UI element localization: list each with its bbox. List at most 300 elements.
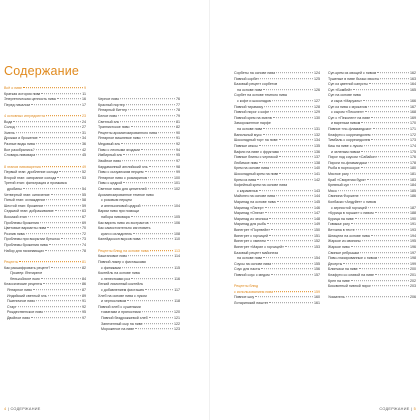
dot-leader: [23, 87, 83, 88]
dot-leader: [375, 274, 409, 275]
toc-page-number: 156: [314, 267, 320, 272]
dot-leader: [372, 134, 409, 135]
toc-entry-title: Суп на основе пива: [328, 93, 361, 98]
dot-leader: [149, 166, 175, 167]
toc-entry-title: Соусы на основе пива: [234, 261, 272, 266]
dot-leader: [61, 239, 81, 240]
toc-page-number: 200: [410, 267, 416, 272]
dot-leader: [31, 317, 81, 318]
toc-entry-title: Маринад на основе пива: [234, 200, 276, 205]
toc-entry-title: Вода: [4, 119, 13, 124]
toc-page-number: 52: [82, 170, 86, 175]
toc-page-number: 120: [174, 310, 180, 315]
dot-leader: [26, 233, 81, 234]
toc-page-number: 55: [82, 192, 86, 197]
toc-entry: [98, 327, 180, 333]
toc-entry-title: Пивной пирог с кофе: [234, 110, 270, 115]
toc-entry-title: Шоколадный крем на пиве: [234, 171, 279, 176]
toc-page-number: 58: [82, 198, 86, 203]
toc-entry-title: Словарь пивовара: [4, 153, 36, 158]
toc-page-number: 170: [410, 121, 416, 126]
toc-entry-title: Жаркое из свинины: [328, 239, 361, 244]
toc-entry-title: Пиво с цедрой: [98, 181, 123, 186]
toc-entry-title: Соус для пасты: [234, 267, 261, 272]
toc-page-number: 162: [410, 71, 416, 75]
toc-page-number: 193: [410, 228, 416, 233]
dot-leader: [279, 156, 313, 157]
dot-leader: [142, 312, 173, 313]
dot-leader: [269, 235, 313, 236]
toc-entry-title: Янтарное пиво: [7, 287, 32, 292]
toc-page-number: 140: [314, 166, 320, 171]
dot-leader: [47, 227, 81, 228]
dot-leader: [41, 278, 81, 279]
toc-page-number: 197: [410, 250, 416, 255]
toc-page-number: 118: [174, 299, 180, 304]
toc-page-number: 99: [176, 170, 180, 175]
toc-entry-title: Тушеные в пиве бычьи хвосты: [328, 76, 380, 81]
toc-page-number: 159: [314, 289, 320, 294]
dot-leader: [39, 138, 81, 139]
toc-page-number: 135: [314, 143, 320, 148]
toc-entry-title: бельгийское пиво: [10, 276, 40, 281]
toc-entry-title: Клафути со сливой на пиве: [328, 272, 374, 277]
dot-leader: [57, 177, 81, 178]
dot-leader: [120, 121, 175, 122]
toc-entry-title: Пивной бездрожжевой хлеб: [101, 315, 148, 320]
dot-leader: [373, 128, 409, 129]
toc-entry-title: Пример: Янтарное: [10, 271, 43, 276]
dot-leader: [276, 196, 313, 197]
dot-leader: [368, 162, 409, 163]
toc-entry-title: Винегрет с горчицей: [234, 233, 269, 238]
dot-leader: [51, 194, 81, 195]
dot-leader: [142, 138, 175, 139]
toc-page-number: 143: [314, 188, 320, 193]
toc-page-number: 16: [82, 97, 86, 102]
toc-entry-title: Сорбет на основе темного пива: [234, 93, 287, 98]
toc-page-number: 171: [410, 127, 416, 132]
dot-leader: [263, 128, 313, 129]
toc-page-number: 184: [410, 183, 416, 188]
toc-entry-title: Ванильный мусс: [234, 132, 262, 137]
dot-leader: [259, 162, 313, 163]
toc-page-number: 84: [82, 276, 86, 281]
toc-entry-title: Как самостоятельно изготовить: [98, 226, 151, 231]
toc-entry-title: Майонез на основе пива: [234, 194, 276, 199]
dot-leader: [120, 98, 175, 99]
toc-entry-title: дробины: [7, 186, 22, 191]
running-footer-right: СОДЕРЖАНИЕ: [379, 407, 410, 411]
toc-page-number: 97: [82, 315, 86, 320]
toc-page-number: 104: [174, 203, 180, 208]
toc-page-number: 138: [314, 160, 320, 165]
toc-entry-title: Индийский светлый эль: [7, 293, 47, 298]
toc-entry-title: Кревный суп: [328, 183, 350, 188]
toc-entry-title: Хлеб на основе пива с луком: [98, 293, 147, 298]
toc-entry-title: Восьмой этап: [4, 215, 27, 220]
toc-entry-title: Кофейный крем на основе пива: [234, 183, 288, 188]
dot-leader: [149, 317, 173, 318]
toc-entry-title: Маринад для рыбы: [234, 222, 267, 227]
dot-leader: [55, 211, 81, 212]
toc-page-number: 77: [176, 102, 180, 107]
toc-page-number: 81: [82, 259, 86, 264]
toc-page-number: 126: [314, 87, 320, 92]
toc-entry-title: Траппистское пиво: [98, 125, 130, 130]
toc-entry-title: Третий этап: фильтрация и промывка: [4, 181, 67, 186]
toc-entry-title: Коктейль на основе пива: [98, 271, 140, 276]
dot-leader: [269, 302, 313, 303]
toc-page-number: 92: [82, 304, 86, 309]
toc-entry-title: Свиные ребрышки: [328, 250, 360, 255]
toc-page-number: 105: [174, 215, 180, 220]
toc-page-number: 11: [82, 91, 86, 96]
toc-page-number: 160: [314, 295, 320, 300]
dot-leader: [272, 100, 313, 101]
toc-entry-title: Пивной крем на хмелю: [234, 115, 273, 120]
toc-page-number: 130: [314, 115, 320, 120]
dot-leader: [57, 98, 81, 99]
toc-entry-title: Розлив пива: [4, 231, 25, 236]
toc-entry-title: с карамелью: [237, 188, 259, 193]
dot-leader: [350, 184, 409, 185]
toc-page-number: 23: [82, 114, 86, 119]
toc-entry-title: Пивной сорбет: [234, 76, 259, 81]
toc-page-number: 81: [176, 119, 180, 124]
page-number-right: 5: [413, 407, 416, 411]
dot-leader: [368, 106, 409, 107]
toc-page-number: 95: [82, 310, 86, 315]
dot-leader: [259, 190, 313, 191]
dot-leader: [276, 72, 313, 73]
dot-leader: [121, 143, 175, 144]
toc-page-number: 148: [314, 216, 320, 221]
toc-entry-title: Как варить пиво из экстрактов: [98, 220, 149, 225]
dot-leader: [263, 134, 313, 135]
toc-page-number: 59: [82, 203, 86, 208]
toc-entry-title: Второй этап: затирание солода: [4, 175, 57, 180]
toc-page-number: 125: [314, 76, 320, 81]
dot-leader: [131, 278, 173, 279]
dot-leader: [375, 212, 409, 213]
toc-page-number: 175: [410, 149, 416, 154]
toc-entry-title: Рецепты ароматизированного пива: [98, 130, 158, 135]
dot-leader: [36, 300, 81, 301]
dot-leader: [367, 179, 409, 180]
dot-leader: [260, 78, 313, 79]
toc-entry-title: Маринад «Лагер»: [234, 205, 264, 210]
toc-page-number: 129: [314, 110, 320, 115]
toc-page-number: 17: [82, 102, 86, 107]
dot-leader: [144, 323, 173, 324]
toc-entry-title: Базовый рецепт сорбетов: [234, 82, 278, 87]
toc-entry-title: Имбирный эль: [98, 153, 123, 158]
toc-page-number: 100: [174, 175, 180, 180]
dot-leader: [261, 269, 313, 270]
toc-page-number: 98: [176, 164, 180, 169]
toc-entry-title: Пиво с лесными ягодами: [98, 147, 140, 152]
toc-entry-title: Янтарное вишневое пиво: [98, 136, 141, 141]
dot-leader: [368, 207, 409, 208]
toc-entry-title: Первый этап: дробление солода: [4, 170, 59, 175]
dot-leader: [343, 263, 409, 264]
toc-page-number: 203: [410, 284, 416, 289]
toc-page-number: 196: [410, 244, 416, 249]
toc-entry-title: Краб «Свирепая буря»: [328, 177, 367, 182]
dot-leader: [359, 269, 409, 270]
toc-entry-title: и зеленым пивом: [331, 149, 360, 154]
toc-page-number: 146: [314, 205, 320, 210]
toc-entry-title: с лепестками роз: [101, 276, 131, 281]
toc-page-number: 67: [82, 215, 86, 220]
dot-leader: [49, 244, 81, 245]
dot-leader: [135, 328, 173, 329]
toc-page-number: 115: [174, 265, 180, 270]
dot-leader: [123, 155, 175, 156]
toc-column-1: [4, 86, 86, 322]
toc-entry-title: Медовый эль: [98, 142, 121, 147]
dot-leader: [122, 160, 175, 161]
toc-entry-title: Хвойное пиво: [98, 158, 122, 163]
toc-entry-title: Калейдоскоп вкусов пива: [98, 237, 141, 242]
toc-page-number: 137: [314, 155, 320, 160]
dot-leader: [150, 222, 173, 223]
toc-entry-title: Рождественское пиво: [7, 310, 44, 315]
toc-page-number: 31: [82, 130, 86, 135]
toc-entry-title: с кофе и шоколадом: [237, 99, 272, 104]
toc-entry-title: Ароматизированное темное пиво: [98, 192, 154, 197]
toc-page-number: 42: [82, 147, 86, 152]
toc-page-number: 136: [314, 149, 320, 154]
toc-entry-title: Пиво-глазированные с пивом: [328, 256, 378, 261]
toc-entry: [328, 295, 416, 301]
toc-page-number: 78: [176, 108, 180, 113]
toc-entry-title: Пивной хлеб с сушеными: [98, 304, 141, 309]
toc-page-number: 24: [82, 119, 86, 124]
toc-page-number: 86: [82, 282, 86, 287]
dot-leader: [371, 117, 409, 118]
dot-leader: [145, 171, 175, 172]
toc-entry-title: Цветовые варианты пива: [4, 226, 47, 231]
toc-entry-title: Всё о пиве: [4, 86, 23, 90]
toc-entry-title: Маринад из чеснока: [234, 216, 269, 221]
toc-entry-title: Рыба в портосоусе: [328, 166, 360, 171]
toc-page-number: 90: [176, 130, 180, 135]
toc-entry: [4, 316, 86, 322]
toc-page-number: 117: [174, 287, 180, 292]
toc-entry-title: Стаут: [7, 304, 17, 309]
dot-leader: [23, 188, 81, 189]
toc-page-number: 186: [410, 194, 416, 199]
dot-leader: [59, 171, 81, 172]
toc-page-number: 72: [82, 231, 86, 236]
dot-leader: [122, 267, 173, 268]
toc-entry-title: Пироги по-фламандски: [328, 160, 367, 165]
toc-page-number: 123: [174, 327, 180, 332]
toc-page-number: 54: [82, 186, 86, 191]
toc-page-number: 149: [314, 222, 320, 227]
dot-leader: [44, 312, 81, 313]
toc-entry-title: Свинина Форжене: [328, 194, 359, 199]
toc-entry-title: набора пивовара: [101, 215, 130, 220]
toc-entry-title: Крем на основе пива: [234, 166, 270, 171]
dot-leader: [128, 255, 173, 256]
toc-page-number: 108: [174, 231, 180, 236]
dot-leader: [45, 250, 81, 251]
toc-page-number: 95: [176, 153, 180, 158]
toc-entry-title: Мясо: [328, 188, 337, 193]
toc-entry-title: Винегрет «Портвейн»: [234, 228, 271, 233]
toc-entry-title: с розовым перцем: [101, 198, 132, 203]
toc-page-number: 45: [82, 153, 86, 158]
toc-page-number: 82: [176, 125, 180, 130]
dot-leader: [353, 89, 409, 90]
toc-entry-title: с финиками: [101, 265, 121, 270]
toc-page-number: 183: [410, 177, 416, 182]
dot-leader: [280, 151, 313, 152]
toc-page-number: 110: [174, 237, 180, 242]
toc-page-number: 134: [314, 138, 320, 143]
dot-leader: [271, 274, 313, 275]
dot-leader: [371, 235, 409, 236]
toc-entry-title: Сорбеты на основе пива: [234, 71, 276, 75]
toc-entry-title: Красный портер: [98, 102, 125, 107]
toc-page-number: 94: [176, 147, 180, 152]
toc-page-number: 114: [174, 254, 180, 259]
toc-entry-title: Пшеничное пиво: [7, 299, 36, 304]
toc-entry-title: Перед началом: [4, 102, 30, 107]
toc-entry-title: Пятый этап: охлаждение: [4, 198, 46, 203]
dot-leader: [285, 246, 313, 247]
toc-entry-title: Светлое пиво для ценителей: [98, 186, 147, 191]
toc-page-number: 91: [82, 299, 86, 304]
toc-page-number: 53: [82, 175, 86, 180]
toc-page-number: 167: [410, 104, 416, 109]
toc-page-number: 188: [410, 211, 416, 216]
toc-entry-title: Пивной соус с медом: [234, 272, 270, 277]
toc-entry-title: Суп из пива с мускатом: [328, 104, 368, 109]
toc-page-number: 121: [174, 315, 180, 320]
toc-entry-title: Солод: [4, 125, 15, 130]
toc-entry-title: Суп «Бомбей»: [328, 87, 353, 92]
dot-leader: [16, 126, 81, 127]
toc-entry-title: Жаркое пиво: [328, 244, 350, 249]
dot-leader: [123, 183, 173, 184]
toc-entry-title: Пирог под соусом «Сабайон»: [328, 155, 378, 160]
dot-leader: [363, 100, 409, 101]
toc-page-number: 89: [82, 293, 86, 298]
toc-page-number: 202: [410, 278, 416, 283]
toc-entry-title: Четвертый этап: кипячение: [4, 192, 50, 197]
dot-leader: [361, 123, 409, 124]
toc-page-number: 142: [314, 177, 320, 182]
dot-leader: [48, 295, 81, 296]
dot-leader: [273, 117, 313, 118]
dot-leader: [255, 297, 313, 298]
toc-page-number: 198: [410, 256, 416, 261]
toc-entry-title: 8 этапов пивоварения: [4, 164, 41, 169]
toc-page-number: 79: [176, 114, 180, 119]
toc-entry-title: Маринад «Онега»: [234, 211, 265, 216]
toc-entry-title: Как расшифровать рецепт?: [4, 265, 51, 270]
toc-entry-title: и сыра «Маруаль»: [331, 99, 363, 104]
toc-entry-title: Пивное «по-фламандски»: [328, 127, 372, 132]
toc-page-number: 27: [82, 125, 86, 130]
dot-leader: [277, 201, 313, 202]
dot-leader: [263, 89, 313, 90]
dot-leader: [355, 218, 409, 219]
toc-column-3: [234, 71, 320, 307]
page-gutter: [209, 0, 210, 420]
dot-leader: [378, 156, 409, 157]
toc-entry-title: Лотаринский пиштет: [234, 300, 269, 305]
dot-leader: [272, 263, 313, 264]
dot-leader: [126, 104, 175, 105]
toc-entry-title: Любимое пиво: [234, 160, 259, 165]
toc-entry-title: Пивные кексы: [234, 143, 258, 148]
toc-page-number: 195: [410, 239, 416, 244]
dot-leader: [51, 267, 81, 268]
toc-page-number: 173: [410, 138, 416, 143]
toc-page-number: 166: [410, 99, 416, 104]
toc-page-number: 87: [82, 287, 86, 292]
toc-entry-title: томатами и пряностями: [101, 310, 141, 315]
toc-entry-title: Вафли на пиве с фруктами: [234, 149, 280, 154]
toc-page-number: 161: [314, 300, 320, 305]
toc-entry-title: и черносливом: [101, 299, 127, 304]
dot-leader: [361, 168, 409, 169]
toc-entry-title: Суп из цветной капусты: [328, 82, 368, 87]
toc-page-number: 97: [176, 158, 180, 163]
toc-entry-title: с сыром «Пеколен»: [331, 110, 364, 115]
dot-leader: [377, 72, 409, 73]
toc-entry-title: Шницели на основе пива: [328, 233, 370, 238]
dot-leader: [43, 284, 81, 285]
toc-page-number: 70: [82, 226, 86, 231]
toc-page-number: 82: [82, 265, 86, 270]
toc-entry-title: Замороженное парфе: [234, 121, 271, 126]
dot-leader: [351, 280, 409, 281]
toc-page-number: 141: [314, 171, 320, 176]
toc-entry-title: Ветчина в тесте: [328, 228, 355, 233]
toc-page-number: 76: [176, 97, 180, 102]
dot-leader: [46, 199, 81, 200]
toc-page-number: 194: [410, 233, 416, 238]
toc-page-number: 178: [410, 160, 416, 165]
toc-entry-title: и апельсиновой цедрой: [101, 203, 141, 208]
toc-page-number: 174: [410, 143, 416, 148]
toc-page-number: 150: [314, 228, 320, 233]
dot-leader: [269, 218, 313, 219]
toc-entry-title: и вареным пивом: [331, 121, 361, 126]
toc-entry-title: Колбаски «Андуйет» с пивом: [328, 200, 377, 205]
toc-entry-title: Двойное пиво: [7, 315, 31, 320]
dot-leader: [46, 115, 81, 116]
toc-entry-title: Проблемы брожения пива: [4, 243, 48, 248]
dot-leader: [346, 297, 409, 298]
toc-page-number: 113: [174, 248, 180, 253]
dot-leader: [371, 140, 409, 141]
toc-page-number: 145: [314, 200, 320, 205]
dot-leader: [41, 93, 81, 94]
toc-entry-title: Мороженое на пиве: [101, 327, 135, 332]
dot-leader: [270, 111, 313, 112]
toc-column-4: [328, 71, 416, 301]
toc-page-number: 34: [82, 136, 86, 141]
toc-entry-title: Говяжье рагу: [328, 222, 350, 227]
toc-page-number: 163: [410, 76, 416, 81]
